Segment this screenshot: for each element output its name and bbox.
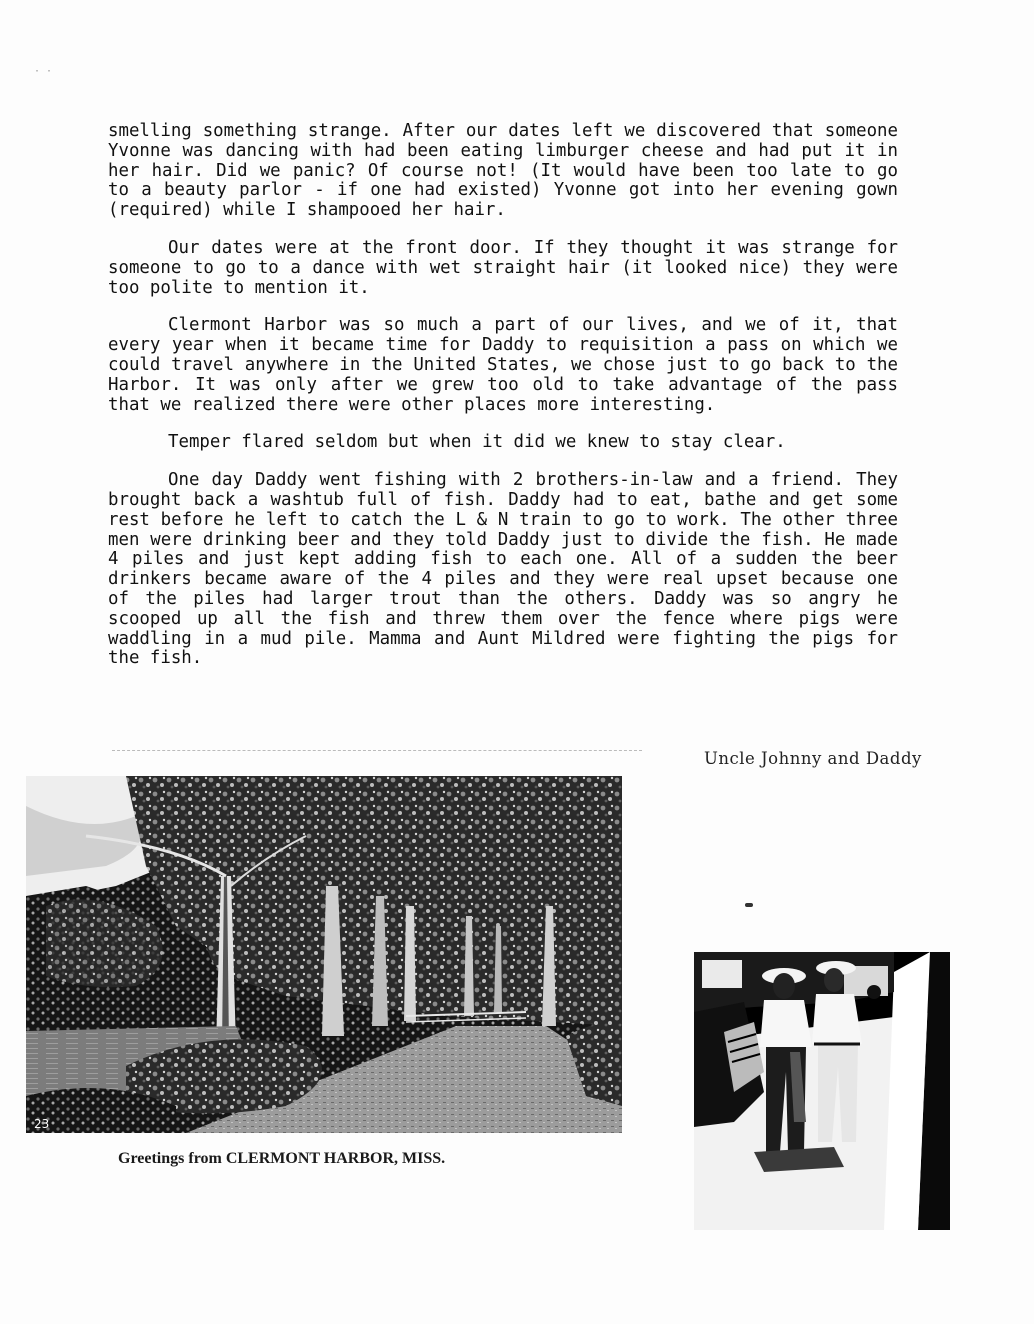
postcard-number: 23 <box>34 1117 50 1131</box>
two-men-photo <box>694 952 950 1230</box>
paragraph-5: One day Daddy went fishing with 2 brothers-in-law and a friend. They brought back a washtub full of fish. Daddy had to eat, bathe and get some rest before he left to catch the L & N train to go to work. The other three men were drinking beer and they told Daddy just to divide the fish. He made 4 piles and just kept adding fish to each one. All of a sudden the beer drinkers became aware of the 4 piles and they were real upset because one of the piles had larger trout than the others. Daddy was so angry he scooped up all the fish and threw them over the fence where pigs were waddling in a mud pile. Mamma and Aunt Mildred were fighting the pigs for the fish. <box>108 470 898 669</box>
speck-mark <box>745 903 753 907</box>
paragraph-2: Our dates were at the front door. If they thought it was strange for someone to go to a dance with wet straight hair (it looked nice) they were too polite to mention it. <box>108 237 898 298</box>
dashed-divider <box>112 750 642 751</box>
paragraph-1: smelling something strange. After our dates left we discovered that someone Yvonne was dancing with had been eating limburger cheese and had put it in her hair. Did we panic? Of course not! (It would have been too late to go to a beauty parlor - if one had existed) Yvonne got into her evening gown (required) while I shampooed her hair. <box>108 121 898 221</box>
photo-caption: Uncle Johnny and Daddy <box>704 749 922 768</box>
paragraph-3: Clermont Harbor was so much a part of our lives, and we of it, that every year when it became time for Daddy to requisition a pass on which we could travel anywhere in the United States, we chose just to go back to the Harbor. It was only after we grew too old to take advantage of the pass that we realized there were other places more interesting. <box>108 315 898 415</box>
postcard-caption: Greetings from CLERMONT HARBOR, MISS. <box>118 1150 446 1167</box>
body-text <box>108 122 898 687</box>
margin-marks: · · <box>34 66 53 77</box>
paragraph-4: Temper flared seldom but when it did we knew to stay clear. <box>168 432 786 453</box>
postcard-image <box>26 776 622 1133</box>
